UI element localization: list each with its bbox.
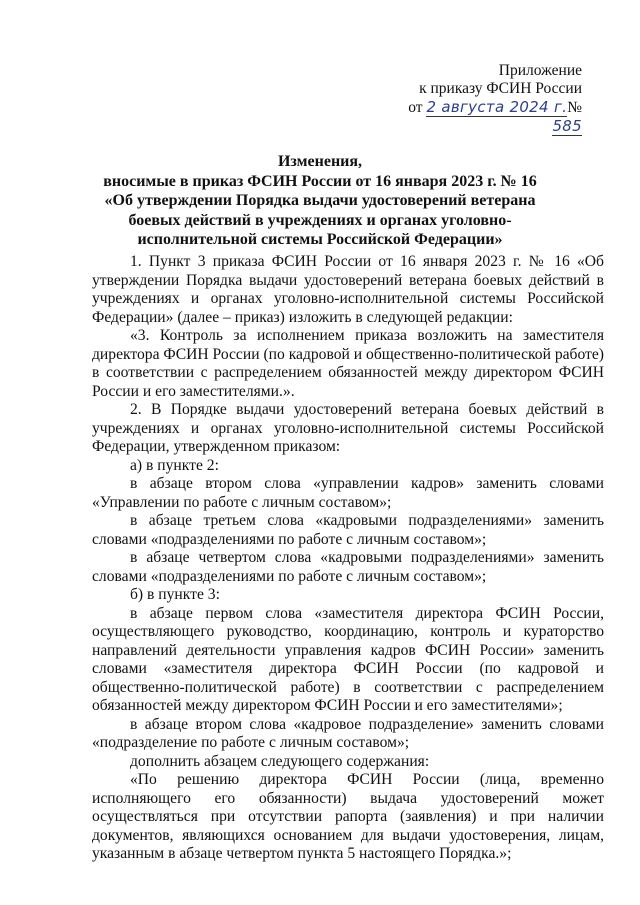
title-line-3: «Об утверждении Порядка выдачи удостоверений ветерана боевых действий в учреждениях и органах уголовно-исполнительной системы Российской Федерации»	[104, 192, 536, 248]
paragraph: «По решению директора ФСИН России (лица, временно исполняющего его обязанности) выдача удостоверений может осуществляться при отсутствии рапорта (заявления) и при наличии документов, являющихся основанием для выдачи удостоверения, лицам, указанным в абзаце четвертом пункта 5 настоящего Порядка.»;	[92, 771, 604, 862]
paragraph: дополнить абзацем следующего содержания:	[130, 752, 430, 770]
paragraph: 2. В Порядке выдачи удостоверений ветерана боевых действий в учреждениях и органах уголовно-исполнительной системы Российской Федерации, утвержденном приказом:	[92, 401, 604, 455]
document-body	[92, 253, 604, 864]
handwritten-number: 585	[552, 117, 582, 135]
document-title	[80, 152, 560, 250]
appendix-header	[382, 62, 582, 136]
handwritten-date: 2 августа 2024 г.	[426, 98, 568, 116]
paragraph: а) в пункте 2:	[130, 456, 219, 474]
date-prefix: от	[408, 99, 423, 116]
paragraph: в абзаце первом слова «заместителя директора ФСИН России, осуществляющего руководство, координацию, контроль и кураторство направлений деятельности управления кадров ФСИН России» заменить словами «заместителя директора ФСИН России (по кадровой и общественно-политической работе) в соответствии с распределением обязанностей между директором ФСИН России и его заместителями»;	[92, 604, 604, 714]
title-line-2: вносимые в приказ ФСИН России от 16 января 2023 г. № 16	[103, 172, 537, 190]
paragraph: в абзаце четвертом слова «кадровыми подразделениями» заменить словами «подразделениями по работе с личным составом»;	[92, 549, 604, 585]
paragraph: б) в пункте 3:	[130, 586, 220, 603]
appendix-date-line	[382, 98, 582, 136]
paragraph: 1. Пункт 3 приказа ФСИН России от 16 января 2023 г. № 16 «Об утверждении Порядка выдачи удостоверений ветерана боевых действий в учреждениях и органах уголовно-исполнительной системы Российской Федерации» (далее – приказ) изложить в следующей редакции:	[92, 253, 604, 326]
paragraph: в абзаце третьем слова «кадровыми подразделениями» заменить словами «подразделениями по работе с личным составом»;	[92, 512, 604, 548]
paragraph: «3. Контроль за исполнением приказа возложить на заместителя директора ФСИН России (по кадровой и общественно-политической работе) в соответствии с распределением обязанностей между директором ФСИН России и его заместителями.».	[92, 327, 604, 400]
appendix-order-ref: к приказу ФСИН России	[419, 80, 582, 97]
title-line-1: Изменения,	[277, 153, 363, 170]
number-sign: №	[567, 99, 582, 116]
paragraph: в абзаце втором слова «кадровое подразделение» заменить словами «подразделение по работе с личным составом»;	[92, 715, 604, 751]
appendix-label: Приложение	[498, 62, 582, 79]
paragraph: в абзаце втором слова «управлении кадров» заменить словами «Управлении по работе с личным составом»;	[92, 475, 604, 511]
